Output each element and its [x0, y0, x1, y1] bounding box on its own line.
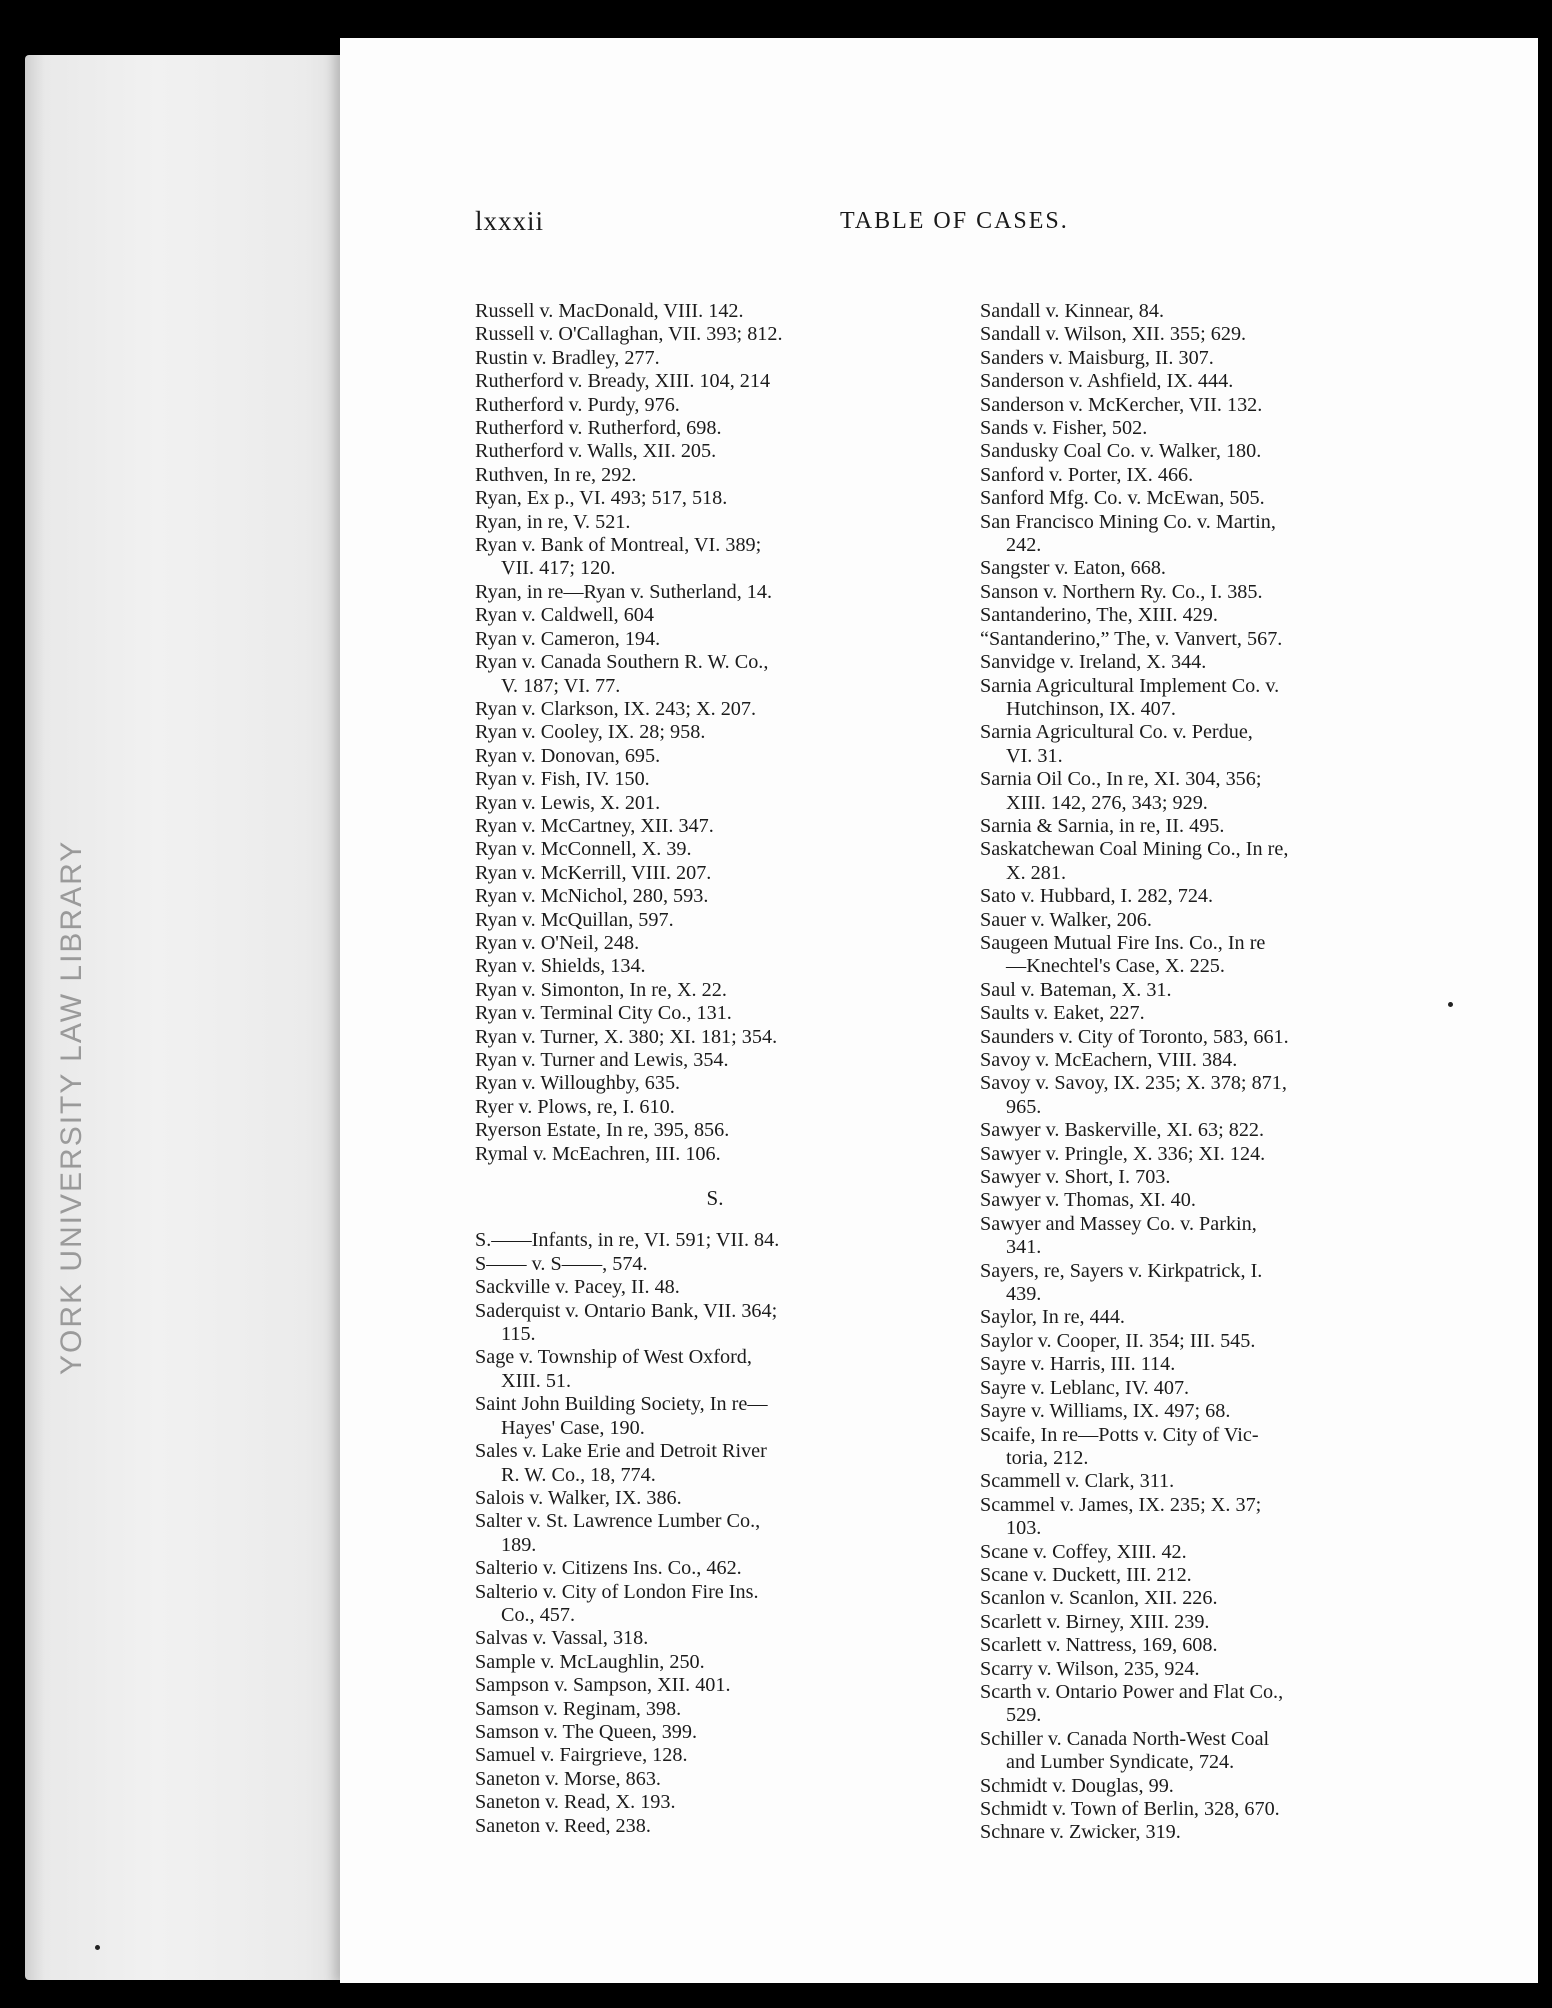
case-entry: Ryerson Estate, In re, 395, 856. — [475, 1119, 730, 1142]
case-entry: Sawyer and Massey Co. v. Parkin, — [980, 1212, 1257, 1235]
case-entry: Hutchinson, IX. 407. — [1006, 697, 1176, 720]
case-entry: Savoy v. McEachern, VIII. 384. — [980, 1049, 1238, 1071]
case-entry: Savoy v. Savoy, IX. 235; X. 378; 871, — [980, 1072, 1287, 1095]
case-entry: 115. — [501, 1323, 536, 1346]
case-entry: Saylor v. Cooper, II. 354; III. 545. — [980, 1329, 1256, 1352]
case-entry: Schmidt v. Town of Berlin, 328, 670. — [980, 1798, 1280, 1820]
speck — [1448, 1002, 1453, 1007]
case-entry: Scarry v. Wilson, 235, 924. — [980, 1657, 1200, 1680]
case-entry: —Knechtel's Case, X. 225. — [1006, 955, 1225, 978]
left-column — [475, 300, 955, 1838]
case-entry: Santanderino, The, XIII. 429. — [980, 604, 1218, 627]
case-entry: Ryan v. Shields, 134. — [475, 955, 646, 978]
case-entry: Sauer v. Walker, 206. — [980, 908, 1152, 931]
case-entry: Scarlett v. Birney, XIII. 239. — [980, 1610, 1210, 1633]
case-entry: Sawyer v. Thomas, XI. 40. — [980, 1189, 1196, 1212]
case-entry: Ryan v. Fish, IV. 150. — [475, 768, 650, 791]
case-entry: Samson v. The Queen, 399. — [475, 1720, 698, 1743]
case-entry: Sanford Mfg. Co. v. McEwan, 505. — [980, 487, 1265, 510]
case-entry: Saneton v. Read, X. 193. — [475, 1791, 676, 1814]
case-entry: Salois v. Walker, IX. 386. — [475, 1486, 682, 1509]
case-entry: Sarnia Agricultural Implement Co. v. — [980, 674, 1280, 697]
case-entry: Schiller v. Canada North-West Coal — [980, 1727, 1270, 1750]
case-entry: Sanderson v. Ashfield, IX. 444. — [980, 370, 1234, 393]
case-entry: Rutherford v. Walls, XII. 205. — [475, 440, 717, 463]
case-entry: Sanford v. Porter, IX. 466. — [980, 463, 1194, 486]
case-entry: Sawyer v. Baskerville, XI. 63; 822. — [980, 1119, 1265, 1142]
case-entry: Ryan, Ex p., VI. 493; 517, 518. — [475, 487, 728, 510]
case-entry: Sands v. Fisher, 502. — [980, 417, 1148, 440]
case-entry: Scane v. Coffey, XIII. 42. — [980, 1540, 1187, 1563]
case-entry: Ryan v. Willoughby, 635. — [475, 1072, 681, 1095]
case-entry: toria, 212. — [1006, 1446, 1089, 1469]
case-entry: Saylor, In re, 444. — [980, 1306, 1125, 1329]
case-entry: Scarth v. Ontario Power and Flat Co., — [980, 1680, 1284, 1703]
case-entry: “Santanderino,” The, v. Vanvert, 567. — [980, 627, 1283, 650]
case-entry: Sarnia & Sarnia, in re, II. 495. — [980, 814, 1225, 837]
case-entry: Salter v. St. Lawrence Lumber Co., — [475, 1510, 761, 1533]
case-entry: Sayre v. Williams, IX. 497; 68. — [980, 1400, 1231, 1423]
case-entry: 341. — [1006, 1236, 1042, 1259]
case-entry: Saugeen Mutual Fire Ins. Co., In re — [980, 931, 1266, 954]
case-entry: XIII. 51. — [501, 1369, 572, 1392]
case-entry: Ryan v. Turner and Lewis, 354. — [475, 1049, 729, 1071]
case-entry: Sato v. Hubbard, I. 282, 724. — [980, 885, 1214, 908]
case-entry: Co., 457. — [501, 1603, 576, 1626]
case-entry: Salvas v. Vassal, 318. — [475, 1627, 649, 1650]
case-entry: Sawyer v. Short, I. 703. — [980, 1166, 1171, 1189]
case-entry: Ryan v. Bank of Montreal, VI. 389; — [475, 534, 762, 557]
right-column — [980, 300, 1460, 1845]
case-entry: 439. — [1006, 1283, 1042, 1306]
case-entry: Ryan v. McCartney, XII. 347. — [475, 814, 714, 837]
case-entry: Scaife, In re—Potts v. City of Vic- — [980, 1423, 1259, 1446]
case-entry: Saint John Building Society, In re— — [475, 1393, 768, 1416]
entries-s-continued — [980, 300, 1460, 1845]
case-entry: Ruthven, In re, 292. — [475, 463, 637, 486]
case-entry: S—— v. S——, 574. — [475, 1252, 648, 1275]
case-entry: Ryan v. Cameron, 194. — [475, 627, 661, 650]
case-entry: Sayers, re, Sayers v. Kirkpatrick, I. — [980, 1259, 1263, 1282]
running-head: TABLE OF CASES. — [840, 208, 1069, 234]
case-entry: Sarnia Oil Co., In re, XI. 304, 356; — [980, 768, 1262, 791]
case-entry: Ryan v. Lewis, X. 201. — [475, 791, 661, 814]
case-entry: Sangster v. Eaton, 668. — [980, 557, 1166, 580]
case-entry: Ryan v. Canada Southern R. W. Co., — [475, 651, 769, 674]
case-entry: Ryan v. McConnell, X. 39. — [475, 838, 692, 861]
case-entry: Scane v. Duckett, III. 212. — [980, 1563, 1192, 1586]
case-entry: Rutherford v. Purdy, 976. — [475, 393, 680, 416]
case-entry: Samson v. Reginam, 398. — [475, 1697, 682, 1720]
case-entry: Schnare v. Zwicker, 319. — [980, 1821, 1181, 1844]
case-entry: Ryan v. Donovan, 695. — [475, 744, 661, 767]
case-entry: Rustin v. Bradley, 277. — [475, 346, 660, 369]
case-entry: Saunders v. City of Toronto, 583, 661. — [980, 1025, 1289, 1048]
case-entry: Saskatchewan Coal Mining Co., In re, — [980, 838, 1289, 861]
case-entry: Sanson v. Northern Ry. Co., I. 385. — [980, 580, 1263, 603]
book-spine — [25, 55, 355, 1980]
case-entry: Sawyer v. Pringle, X. 336; XI. 124. — [980, 1142, 1266, 1165]
case-entry: Ryan v. Cooley, IX. 28; 958. — [475, 721, 706, 744]
case-entry: Schmidt v. Douglas, 99. — [980, 1774, 1174, 1797]
case-entry: Sanderson v. McKercher, VII. 132. — [980, 393, 1263, 416]
case-entry: VI. 31. — [1006, 744, 1063, 767]
entries-r — [475, 300, 955, 1166]
case-entry: Ryan v. McKerrill, VIII. 207. — [475, 861, 712, 884]
case-entry: Sales v. Lake Erie and Detroit River — [475, 1440, 767, 1463]
case-entry: Scammell v. Clark, 311. — [980, 1470, 1175, 1493]
case-entry: Rutherford v. Bready, XIII. 104, 214 — [475, 370, 771, 393]
case-entry: Sayre v. Leblanc, IV. 407. — [980, 1376, 1190, 1399]
speck — [95, 1945, 100, 1950]
case-entry: Saul v. Bateman, X. 31. — [980, 978, 1172, 1001]
case-entry: Sampson v. Sampson, XII. 401. — [475, 1674, 731, 1697]
case-entry: V. 187; VI. 77. — [501, 674, 621, 697]
case-entry: Russell v. MacDonald, VIII. 142. — [475, 300, 744, 322]
case-entry: XIII. 142, 276, 343; 929. — [1006, 791, 1208, 814]
case-entry: Ryan, in re—Ryan v. Sutherland, 14. — [475, 580, 773, 603]
case-entry: San Francisco Mining Co. v. Martin, — [980, 510, 1276, 533]
case-entry: Ryan v. Caldwell, 604 — [475, 604, 654, 627]
case-entry: Ryan v. McNichol, 280, 593. — [475, 885, 709, 908]
case-entry: Saneton v. Morse, 863. — [475, 1767, 661, 1790]
case-entry: Sackville v. Pacey, II. 48. — [475, 1276, 680, 1299]
case-entry: 242. — [1006, 534, 1042, 557]
library-stamp: YORK UNIVERSITY LAW LIBRARY — [55, 839, 88, 1375]
case-entry: Ryan, in re, V. 521. — [475, 510, 631, 533]
case-entry: Saderquist v. Ontario Bank, VII. 364; — [475, 1299, 778, 1322]
case-entry: Hayes' Case, 190. — [501, 1416, 645, 1439]
case-entry: Sayre v. Harris, III. 114. — [980, 1353, 1176, 1376]
section-heading: S. — [706, 1186, 724, 1211]
case-entry: Sandusky Coal Co. v. Walker, 180. — [980, 440, 1262, 463]
case-entry: Sarnia Agricultural Co. v. Perdue, — [980, 721, 1253, 744]
case-entry: 103. — [1006, 1517, 1042, 1540]
case-entry: Sample v. McLaughlin, 250. — [475, 1650, 705, 1673]
case-entry: Sandall v. Wilson, XII. 355; 629. — [980, 323, 1247, 346]
case-entry: Rutherford v. Rutherford, 698. — [475, 417, 722, 440]
entries-s — [475, 1229, 955, 1838]
case-entry: Saneton v. Reed, 238. — [475, 1814, 651, 1837]
case-entry: S.——Infants, in re, VI. 591; VII. 84. — [475, 1229, 780, 1252]
page-number: lxxxii — [475, 206, 545, 236]
case-entry: Sanders v. Maisburg, II. 307. — [980, 346, 1214, 369]
case-entry: Ryan v. Terminal City Co., 131. — [475, 1002, 732, 1025]
case-entry: Rymal v. McEachren, III. 106. — [475, 1142, 721, 1165]
case-entry: Salterio v. Citizens Ins. Co., 462. — [475, 1557, 742, 1580]
case-entry: 965. — [1006, 1095, 1042, 1118]
case-entry: and Lumber Syndicate, 724. — [1006, 1751, 1235, 1774]
case-entry: Ryan v. Clarkson, IX. 243; X. 207. — [475, 697, 757, 720]
case-entry: Ryan v. McQuillan, 597. — [475, 908, 674, 931]
case-entry: Ryan v. Turner, X. 380; XI. 181; 354. — [475, 1025, 778, 1048]
case-entry: Saults v. Eaket, 227. — [980, 1002, 1145, 1025]
case-entry: R. W. Co., 18, 774. — [501, 1463, 656, 1486]
case-entry: Russell v. O'Callaghan, VII. 393; 812. — [475, 323, 783, 346]
case-entry: Scammel v. James, IX. 235; X. 37; — [980, 1493, 1262, 1516]
case-entry: X. 281. — [1006, 861, 1067, 884]
case-entry: Sandall v. Kinnear, 84. — [980, 300, 1165, 322]
case-entry: Sanvidge v. Ireland, X. 344. — [980, 651, 1207, 674]
case-entry: Salterio v. City of London Fire Ins. — [475, 1580, 759, 1603]
case-entry: Sage v. Township of West Oxford, — [475, 1346, 752, 1369]
case-entry: Scanlon v. Scanlon, XII. 226. — [980, 1587, 1218, 1610]
case-entry: Ryer v. Plows, re, I. 610. — [475, 1095, 675, 1118]
case-entry: Ryan v. O'Neil, 248. — [475, 931, 640, 954]
document-page — [340, 38, 1538, 1983]
case-entry: VII. 417; 120. — [501, 557, 616, 580]
case-entry: Samuel v. Fairgrieve, 128. — [475, 1744, 688, 1767]
case-entry: 529. — [1006, 1704, 1042, 1727]
case-entry: Scarlett v. Nattress, 169, 608. — [980, 1634, 1218, 1657]
case-entry: 189. — [501, 1533, 537, 1556]
case-entry: Ryan v. Simonton, In re, X. 22. — [475, 978, 727, 1001]
